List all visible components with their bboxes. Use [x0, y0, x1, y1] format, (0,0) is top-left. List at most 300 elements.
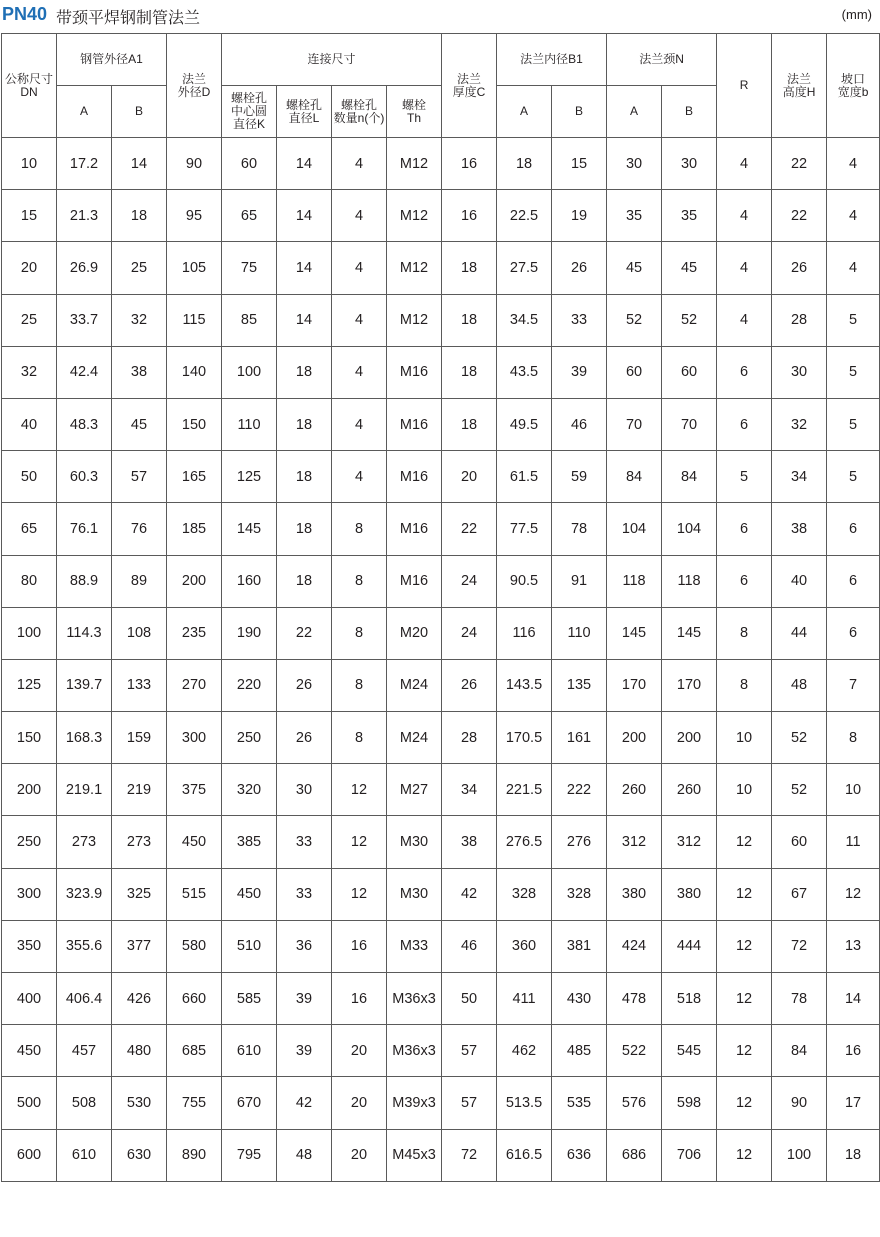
table-cell-r: 12 [717, 920, 772, 972]
table-row [2, 973, 880, 1025]
table-cell-l: 14 [277, 294, 332, 346]
table-cell-l: 22 [277, 607, 332, 659]
table-cell-d: 375 [167, 764, 222, 816]
table-cell-n-a: 70 [607, 398, 662, 450]
header-thickness: 法兰 厚度C [442, 34, 497, 138]
table-row [2, 1025, 880, 1077]
table-row [2, 190, 880, 242]
table-cell-b: 17 [827, 1077, 880, 1129]
header-pipe-od: 钢管外径A1 [57, 34, 167, 86]
table-cell-k: 795 [222, 1129, 277, 1181]
table-row [2, 816, 880, 868]
table-cell-n-a: 30 [607, 138, 662, 190]
table-cell-b1-a: 49.5 [497, 398, 552, 450]
table-cell-k: 585 [222, 973, 277, 1025]
table-cell-n-b: 170 [662, 659, 717, 711]
table-cell-dn: 200 [2, 764, 57, 816]
table-cell-a1-a: 457 [57, 1025, 112, 1077]
table-cell-n-a: 52 [607, 294, 662, 346]
table-cell-a1-b: 108 [112, 607, 167, 659]
table-cell-a1-a: 48.3 [57, 398, 112, 450]
header-sub-b: B [662, 86, 717, 138]
table-cell-a1-b: 89 [112, 555, 167, 607]
table-cell-b1-a: 513.5 [497, 1077, 552, 1129]
table-cell-a1-a: 323.9 [57, 868, 112, 920]
table-cell-k: 320 [222, 764, 277, 816]
table-cell-n: 20 [332, 1077, 387, 1129]
table-cell-n: 12 [332, 868, 387, 920]
table-cell-dn: 450 [2, 1025, 57, 1077]
table-cell-l: 30 [277, 764, 332, 816]
table-cell-k: 160 [222, 555, 277, 607]
header-sub-a: A [57, 86, 112, 138]
table-cell-a1-a: 60.3 [57, 451, 112, 503]
table-cell-b: 7 [827, 659, 880, 711]
table-cell-c: 42 [442, 868, 497, 920]
table-cell-dn: 125 [2, 659, 57, 711]
table-cell-l: 18 [277, 503, 332, 555]
table-cell-l: 33 [277, 816, 332, 868]
table-cell-n-b: 70 [662, 398, 717, 450]
table-cell-h: 67 [772, 868, 827, 920]
page-title: 带颈平焊钢制管法兰 [56, 8, 201, 27]
table-cell-c: 24 [442, 607, 497, 659]
table-cell-n-a: 522 [607, 1025, 662, 1077]
header-dn: 公称尺寸 DN [2, 34, 57, 138]
table-cell-l: 26 [277, 712, 332, 764]
table-cell-b: 14 [827, 973, 880, 1025]
table-cell-n-b: 145 [662, 607, 717, 659]
table-cell-b: 16 [827, 1025, 880, 1077]
table-cell-b1-a: 170.5 [497, 712, 552, 764]
table-cell-d: 235 [167, 607, 222, 659]
table-cell-b1-b: 636 [552, 1129, 607, 1181]
table-cell-l: 14 [277, 138, 332, 190]
table-cell-dn: 100 [2, 607, 57, 659]
table-cell-dn: 300 [2, 868, 57, 920]
table-cell-n-a: 200 [607, 712, 662, 764]
table-cell-n-b: 260 [662, 764, 717, 816]
table-cell-r: 10 [717, 712, 772, 764]
table-cell-c: 28 [442, 712, 497, 764]
table-cell-b1-b: 78 [552, 503, 607, 555]
table-cell-n-a: 45 [607, 242, 662, 294]
table-row [2, 138, 880, 190]
table-cell-a1-a: 219.1 [57, 764, 112, 816]
table-cell-r: 5 [717, 451, 772, 503]
table-cell-l: 33 [277, 868, 332, 920]
table-row [2, 346, 880, 398]
table-cell-k: 145 [222, 503, 277, 555]
table-cell-k: 220 [222, 659, 277, 711]
table-cell-a1-a: 610 [57, 1129, 112, 1181]
header-bore: 法兰内径B1 [497, 34, 607, 86]
table-cell-dn: 250 [2, 816, 57, 868]
table-cell-n: 4 [332, 138, 387, 190]
table-cell-k: 250 [222, 712, 277, 764]
table-cell-b: 4 [827, 190, 880, 242]
table-cell-c: 57 [442, 1025, 497, 1077]
table-cell-n: 20 [332, 1129, 387, 1181]
table-cell-n-b: 52 [662, 294, 717, 346]
table-header [2, 34, 880, 138]
table-cell-dn: 15 [2, 190, 57, 242]
header-connection: 连接尺寸 [222, 34, 442, 86]
table-cell-a1-b: 426 [112, 973, 167, 1025]
table-cell-d: 105 [167, 242, 222, 294]
table-cell-l: 18 [277, 555, 332, 607]
table-cell-th: M16 [387, 555, 442, 607]
table-cell-th: M20 [387, 607, 442, 659]
table-cell-n-b: 118 [662, 555, 717, 607]
table-cell-c: 18 [442, 346, 497, 398]
table-cell-a1-b: 25 [112, 242, 167, 294]
table-cell-l: 42 [277, 1077, 332, 1129]
table-cell-k: 610 [222, 1025, 277, 1077]
table-cell-th: M24 [387, 659, 442, 711]
table-cell-b1-a: 90.5 [497, 555, 552, 607]
table-cell-k: 670 [222, 1077, 277, 1129]
header-bolt-circle: 螺栓孔 中心圆 直径K [222, 86, 277, 138]
table-cell-b: 13 [827, 920, 880, 972]
table-cell-h: 40 [772, 555, 827, 607]
table-cell-d: 515 [167, 868, 222, 920]
table-cell-k: 385 [222, 816, 277, 868]
table-cell-d: 890 [167, 1129, 222, 1181]
table-cell-a1-a: 21.3 [57, 190, 112, 242]
table-cell-a1-b: 377 [112, 920, 167, 972]
table-cell-b1-a: 27.5 [497, 242, 552, 294]
table-cell-h: 44 [772, 607, 827, 659]
table-cell-h: 34 [772, 451, 827, 503]
table-cell-n: 4 [332, 294, 387, 346]
table-cell-n-b: 380 [662, 868, 717, 920]
table-cell-b1-b: 19 [552, 190, 607, 242]
table-cell-r: 4 [717, 242, 772, 294]
table-cell-c: 18 [442, 242, 497, 294]
table-cell-n-a: 84 [607, 451, 662, 503]
table-cell-a1-b: 32 [112, 294, 167, 346]
table-cell-d: 150 [167, 398, 222, 450]
table-cell-a1-b: 45 [112, 398, 167, 450]
header-sub-b: B [112, 86, 167, 138]
table-cell-dn: 500 [2, 1077, 57, 1129]
table-cell-b1-a: 143.5 [497, 659, 552, 711]
table-cell-b1-a: 462 [497, 1025, 552, 1077]
table-cell-a1-b: 630 [112, 1129, 167, 1181]
table-cell-h: 78 [772, 973, 827, 1025]
flange-spec-table [1, 33, 880, 1182]
table-cell-dn: 400 [2, 973, 57, 1025]
table-cell-b: 5 [827, 451, 880, 503]
table-body [2, 138, 880, 1182]
table-cell-a1-a: 508 [57, 1077, 112, 1129]
table-cell-n-b: 104 [662, 503, 717, 555]
table-cell-b1-b: 161 [552, 712, 607, 764]
table-cell-h: 32 [772, 398, 827, 450]
table-cell-r: 8 [717, 607, 772, 659]
table-cell-n: 8 [332, 659, 387, 711]
table-cell-n: 8 [332, 712, 387, 764]
table-cell-h: 30 [772, 346, 827, 398]
table-cell-c: 26 [442, 659, 497, 711]
table-cell-r: 4 [717, 190, 772, 242]
table-cell-b1-b: 15 [552, 138, 607, 190]
table-cell-k: 510 [222, 920, 277, 972]
table-cell-k: 110 [222, 398, 277, 450]
header-neck: 法兰颈N [607, 34, 717, 86]
table-cell-b1-a: 616.5 [497, 1129, 552, 1181]
table-cell-c: 18 [442, 398, 497, 450]
table-cell-b: 10 [827, 764, 880, 816]
table-cell-c: 57 [442, 1077, 497, 1129]
table-cell-th: M36x3 [387, 973, 442, 1025]
table-cell-l: 18 [277, 398, 332, 450]
table-cell-b1-b: 39 [552, 346, 607, 398]
table-cell-c: 20 [442, 451, 497, 503]
table-cell-th: M33 [387, 920, 442, 972]
table-cell-r: 4 [717, 294, 772, 346]
table-cell-l: 18 [277, 451, 332, 503]
table-cell-dn: 10 [2, 138, 57, 190]
table-cell-a1-b: 38 [112, 346, 167, 398]
table-cell-c: 16 [442, 138, 497, 190]
table-cell-a1-a: 114.3 [57, 607, 112, 659]
table-cell-n: 16 [332, 973, 387, 1025]
table-cell-n-b: 312 [662, 816, 717, 868]
table-row [2, 712, 880, 764]
table-cell-a1-b: 18 [112, 190, 167, 242]
table-cell-a1-b: 14 [112, 138, 167, 190]
table-cell-n-a: 686 [607, 1129, 662, 1181]
table-cell-h: 48 [772, 659, 827, 711]
table-cell-c: 34 [442, 764, 497, 816]
table-cell-n: 16 [332, 920, 387, 972]
title-pressure-class: PN40 [2, 4, 48, 24]
table-row [2, 764, 880, 816]
header-r: R [717, 34, 772, 138]
table-cell-th: M16 [387, 451, 442, 503]
table-cell-d: 185 [167, 503, 222, 555]
table-cell-a1-b: 159 [112, 712, 167, 764]
table-cell-d: 450 [167, 816, 222, 868]
table-cell-k: 65 [222, 190, 277, 242]
table-cell-n: 8 [332, 607, 387, 659]
table-cell-h: 26 [772, 242, 827, 294]
table-cell-n-a: 60 [607, 346, 662, 398]
table-cell-a1-b: 219 [112, 764, 167, 816]
table-cell-b1-b: 430 [552, 973, 607, 1025]
table-cell-a1-a: 139.7 [57, 659, 112, 711]
table-cell-b1-a: 77.5 [497, 503, 552, 555]
table-cell-b1-a: 411 [497, 973, 552, 1025]
table-cell-a1-a: 355.6 [57, 920, 112, 972]
table-cell-n-a: 576 [607, 1077, 662, 1129]
table-cell-c: 24 [442, 555, 497, 607]
table-cell-b1-a: 43.5 [497, 346, 552, 398]
table-cell-b1-a: 116 [497, 607, 552, 659]
table-cell-h: 22 [772, 190, 827, 242]
table-cell-d: 200 [167, 555, 222, 607]
table-cell-b1-b: 485 [552, 1025, 607, 1077]
table-cell-d: 115 [167, 294, 222, 346]
table-cell-r: 12 [717, 973, 772, 1025]
table-cell-a1-a: 33.7 [57, 294, 112, 346]
table-cell-b: 8 [827, 712, 880, 764]
table-cell-th: M12 [387, 138, 442, 190]
table-cell-b1-b: 91 [552, 555, 607, 607]
table-cell-l: 39 [277, 1025, 332, 1077]
table-cell-n: 4 [332, 190, 387, 242]
table-cell-b: 5 [827, 346, 880, 398]
table-cell-r: 6 [717, 398, 772, 450]
table-cell-n-a: 35 [607, 190, 662, 242]
header-bevel: 坡口 宽度b [827, 34, 880, 138]
table-row [2, 398, 880, 450]
table-cell-k: 450 [222, 868, 277, 920]
table-cell-b1-a: 221.5 [497, 764, 552, 816]
table-cell-c: 50 [442, 973, 497, 1025]
table-cell-n-a: 312 [607, 816, 662, 868]
table-cell-n: 12 [332, 764, 387, 816]
table-cell-b1-b: 46 [552, 398, 607, 450]
table-cell-th: M12 [387, 242, 442, 294]
table-cell-l: 26 [277, 659, 332, 711]
table-row [2, 294, 880, 346]
table-cell-n-a: 260 [607, 764, 662, 816]
table-cell-c: 18 [442, 294, 497, 346]
table-cell-r: 12 [717, 1129, 772, 1181]
table-cell-b1-a: 61.5 [497, 451, 552, 503]
table-cell-d: 95 [167, 190, 222, 242]
table-cell-h: 72 [772, 920, 827, 972]
table-cell-th: M27 [387, 764, 442, 816]
table-cell-a1-b: 57 [112, 451, 167, 503]
table-cell-b1-b: 381 [552, 920, 607, 972]
table-cell-r: 6 [717, 555, 772, 607]
table-cell-h: 52 [772, 712, 827, 764]
table-cell-n: 4 [332, 398, 387, 450]
table-cell-th: M30 [387, 816, 442, 868]
table-cell-dn: 20 [2, 242, 57, 294]
table-cell-d: 755 [167, 1077, 222, 1129]
table-cell-k: 125 [222, 451, 277, 503]
table-cell-b1-b: 26 [552, 242, 607, 294]
table-cell-dn: 32 [2, 346, 57, 398]
table-row [2, 659, 880, 711]
table-cell-b: 18 [827, 1129, 880, 1181]
table-cell-b1-b: 222 [552, 764, 607, 816]
table-cell-n: 20 [332, 1025, 387, 1077]
table-cell-b1-b: 328 [552, 868, 607, 920]
table-cell-d: 90 [167, 138, 222, 190]
table-cell-d: 580 [167, 920, 222, 972]
table-cell-th: M39x3 [387, 1077, 442, 1129]
table-cell-b1-b: 135 [552, 659, 607, 711]
table-cell-b1-a: 22.5 [497, 190, 552, 242]
table-cell-n: 4 [332, 242, 387, 294]
table-cell-th: M16 [387, 346, 442, 398]
table-cell-b: 5 [827, 294, 880, 346]
table-cell-n: 8 [332, 555, 387, 607]
table-cell-r: 6 [717, 346, 772, 398]
table-cell-a1-a: 26.9 [57, 242, 112, 294]
table-cell-k: 190 [222, 607, 277, 659]
table-cell-n-b: 30 [662, 138, 717, 190]
table-cell-b1-a: 276.5 [497, 816, 552, 868]
table-cell-h: 90 [772, 1077, 827, 1129]
table-cell-h: 84 [772, 1025, 827, 1077]
table-cell-a1-a: 42.4 [57, 346, 112, 398]
table-cell-dn: 600 [2, 1129, 57, 1181]
table-cell-b1-a: 18 [497, 138, 552, 190]
table-cell-n-b: 84 [662, 451, 717, 503]
table-row [2, 242, 880, 294]
table-row [2, 920, 880, 972]
table-cell-c: 46 [442, 920, 497, 972]
table-row [2, 1077, 880, 1129]
header-sub-a: A [607, 86, 662, 138]
table-cell-b1-a: 34.5 [497, 294, 552, 346]
table-cell-n-a: 170 [607, 659, 662, 711]
table-cell-k: 85 [222, 294, 277, 346]
table-cell-h: 28 [772, 294, 827, 346]
table-cell-th: M24 [387, 712, 442, 764]
table-cell-b1-a: 360 [497, 920, 552, 972]
table-cell-d: 685 [167, 1025, 222, 1077]
table-cell-th: M16 [387, 503, 442, 555]
table-cell-th: M45x3 [387, 1129, 442, 1181]
header-bolt-hole-count: 螺栓孔 数量n(个) [332, 86, 387, 138]
table-cell-h: 60 [772, 816, 827, 868]
table-cell-d: 140 [167, 346, 222, 398]
table-cell-r: 12 [717, 816, 772, 868]
table-cell-l: 18 [277, 346, 332, 398]
table-cell-n-a: 104 [607, 503, 662, 555]
table-cell-n: 8 [332, 503, 387, 555]
table-cell-c: 72 [442, 1129, 497, 1181]
table-cell-b: 11 [827, 816, 880, 868]
table-cell-c: 38 [442, 816, 497, 868]
table-cell-n-b: 706 [662, 1129, 717, 1181]
table-cell-a1-b: 133 [112, 659, 167, 711]
table-cell-b1-b: 59 [552, 451, 607, 503]
header-bolt: 螺栓 Th [387, 86, 442, 138]
table-cell-r: 8 [717, 659, 772, 711]
title-bar [0, 0, 880, 32]
table-cell-n-b: 545 [662, 1025, 717, 1077]
table-cell-a1-b: 76 [112, 503, 167, 555]
table-row [2, 1129, 880, 1181]
table-cell-r: 12 [717, 1077, 772, 1129]
table-cell-a1-b: 530 [112, 1077, 167, 1129]
table-cell-d: 270 [167, 659, 222, 711]
table-cell-n-b: 45 [662, 242, 717, 294]
header-sub-a: A [497, 86, 552, 138]
table-cell-d: 300 [167, 712, 222, 764]
table-cell-b: 6 [827, 555, 880, 607]
table-cell-dn: 65 [2, 503, 57, 555]
table-cell-n-b: 598 [662, 1077, 717, 1129]
unit-label: (mm) [841, 7, 872, 22]
table-cell-k: 75 [222, 242, 277, 294]
table-cell-b1-b: 535 [552, 1077, 607, 1129]
table-cell-a1-b: 325 [112, 868, 167, 920]
table-cell-r: 4 [717, 138, 772, 190]
table-cell-c: 16 [442, 190, 497, 242]
table-cell-r: 6 [717, 503, 772, 555]
table-cell-dn: 80 [2, 555, 57, 607]
